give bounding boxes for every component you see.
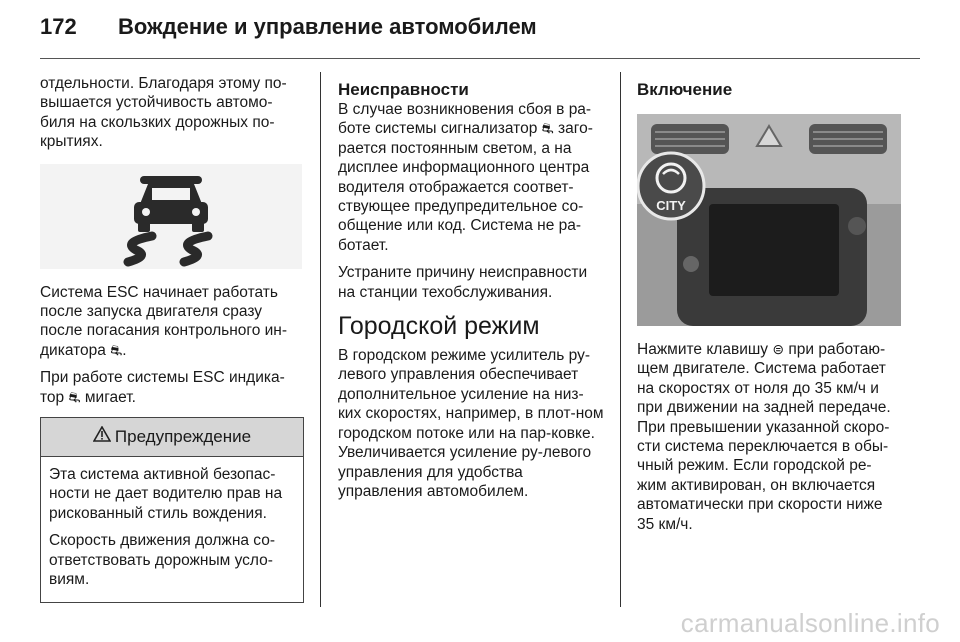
esc-indicator-illustration xyxy=(40,164,302,269)
watermark: carmanualsonline.info xyxy=(680,608,940,638)
paragraph: Устраните причину неисправности на станции техобслуживания. xyxy=(338,264,588,301)
column-3 xyxy=(637,80,901,542)
steering-wheel-icon: ⊜ xyxy=(772,341,785,357)
paragraph: Система ESC начинает работать после запуска двигателя сразу после погасания контрольного ин-дикатора ⛐. xyxy=(40,283,288,359)
esc-car-icon: ⛐ xyxy=(541,120,554,137)
paragraph: В городском режиме усилитель ру-левого управления обеспечивает дополнительное усиление на низ-ких скоростях, например, в плот-ном городском потоке или на пар-ковке. Увеличивается усиление ру-левого управления для удобства управления автомобилем. xyxy=(338,347,604,500)
warning-header xyxy=(41,418,303,457)
warning-triangle-icon xyxy=(93,418,111,456)
page-title: Вождение и управление автомобилем xyxy=(118,14,537,39)
esc-skid-car-icon xyxy=(40,164,302,269)
esc-car-icon: ⛐ xyxy=(68,388,81,405)
paragraph: При работе системы ESC индика-тор ⛐ мигает. xyxy=(40,369,285,406)
city-button-label: CITY xyxy=(656,198,686,213)
paragraph: отдельности. Благодаря этому по-вышается устойчивость автомо-биля на скользких дорожных по-крытиях. xyxy=(40,75,287,151)
paragraph: Нажмите клавишу ⊜ при работаю-щем двигателе. Система работает на скоростях от ноля до 35 км/ч и при движении на задней передаче. При превышении указанной скоро-сти система переключается в обы-чный режим. Если городской ре-жим активирован, он включается автоматически при скорости ниже 35 км/ч. xyxy=(637,341,891,533)
column-1 xyxy=(40,74,304,603)
header-rule xyxy=(40,58,920,59)
dashboard-photo xyxy=(637,114,901,326)
warning-text: Эта система активной безопас-ности не дает водителю прав на рискованный стиль вождения. xyxy=(49,466,283,522)
column-2 xyxy=(338,80,604,509)
page-number: 172 xyxy=(40,14,77,39)
warning-box xyxy=(40,417,304,602)
column-separator xyxy=(320,72,321,607)
section-heading: Включение xyxy=(637,80,733,99)
warning-text: Скорость движения должна со-ответствовать дорожным усло-виям. xyxy=(49,532,276,589)
warning-title: Предупреждение xyxy=(114,427,252,447)
esc-car-icon: ⛐ xyxy=(110,341,123,358)
dashboard-illustration xyxy=(637,114,901,326)
section-heading: Неисправности xyxy=(338,80,469,99)
paragraph: В случае возникновения сбоя в ра-боте системы сигнализатор ⛐ заго-рается постоянным светом, а на дисплее информационного центра водителя отображается соответ-ствующее предупредительное со-общение или код. Система не ра-ботает. xyxy=(338,101,593,254)
column-separator xyxy=(620,72,621,607)
section-heading-large: Городской режим xyxy=(338,312,540,341)
